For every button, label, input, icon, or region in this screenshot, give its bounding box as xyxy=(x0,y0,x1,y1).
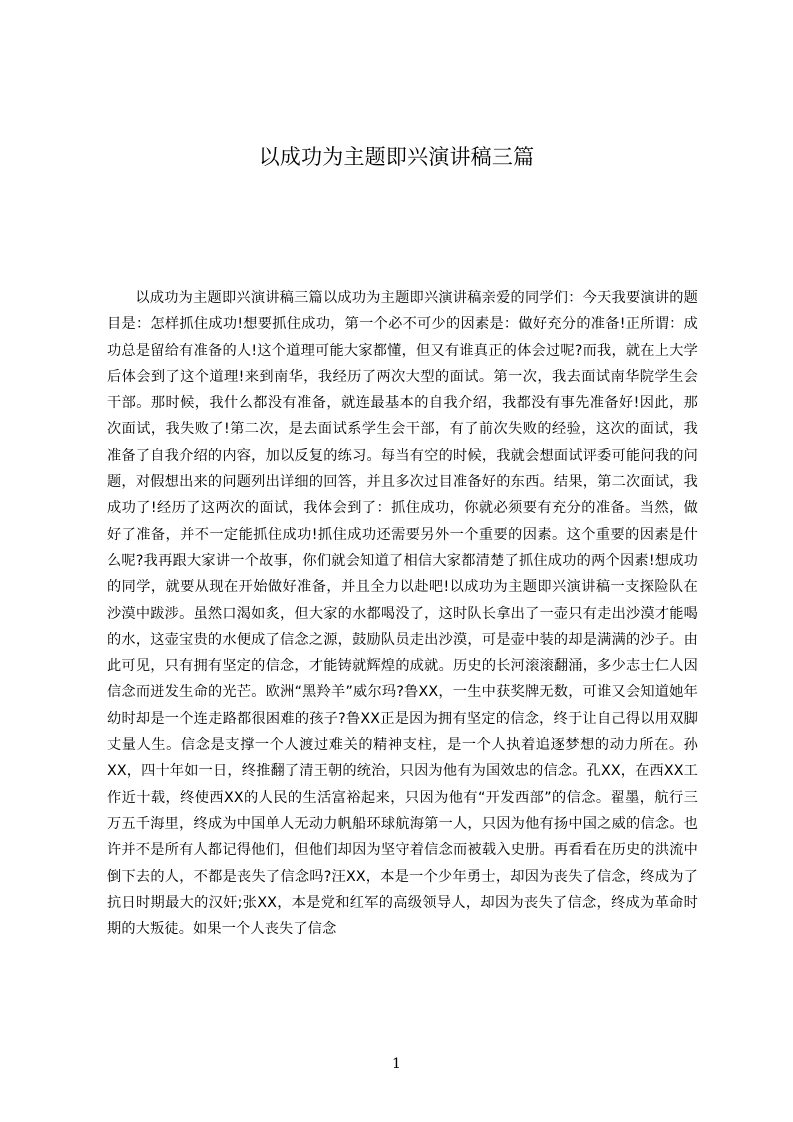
page-number: 1 xyxy=(392,1056,401,1072)
document-title: 以成功为主题即兴演讲稿三篇 xyxy=(258,145,535,169)
body-paragraph: 以成功为主题即兴演讲稿三篇以成功为主题即兴演讲稿亲爱的同学们：今天我要演讲的题目是：怎样抓住成功!想要抓住成功，第一个必不可少的因素是：做好充分的准备!正所谓：成功总是留给有准备的人!这个道理可能大家都懂，但又有谁真正的体会过呢?而我，就在上大学后体会到了这个道理!来到南华，我经历了两次大型的面试。第一次，我去面试南华院学生会干部。那时候，我什么都没有准备，就连最基本的自我介绍，我都没有事先准备好!因此，那次面试，我失败了!第二次，是去面试系学生会干部，有了前次失败的经验，这次的面试，我准备了自我介绍的内容，加以反复的练习。每当有空的时候，我就会想面试评委可能问我的问题，对假想出来的问题列出详细的回答，并且多次过目准备好的东西。结果，第二次面试，我成功了!经历了这两次的面试，我体会到了：抓住成功，你就必须要有充分的准备。当然，做好了准备，并不一定能抓住成功!抓住成功还需要另外一个重要的因素。这个重要的因素是什么呢?我再跟大家讲一个故事，你们就会知道了相信大家都清楚了抓住成功的两个因素!想成功的同学，就要从现在开始做好准备，并且全力以赴吧!以成功为主题即兴演讲稿一支探险队在沙漠中跋涉。虽然口渴如炙，但大家的水都喝没了，这时队长拿出了一壶只有走出沙漠才能喝的水，这壶宝贵的水便成了信念之源，鼓励队员走出沙漠，可是壶中装的却是满满的沙子。由此可见，只有拥有坚定的信念，才能铸就辉煌的成就。历史的长河滚滚翻涌，多少志士仁人因信念而迸发生命的光芒。欧洲“黑羚羊”威尔玛?鲁XX，一生中获奖牌无数，可谁又会知道她年幼时却是一个连走路都很困难的孩子?鲁XX正是因为拥有坚定的信念，终于让自己得以用双脚丈量人生。信念是支撑一个人渡过难关的精神支柱，是一个人执着追逐梦想的动力所在。孙XX，四十年如一日，终推翻了清王朝的统治，只因为他有为国效忠的信念。孔XX，在西XX工作近十载，终使西XX的人民的生活富裕起来，只因为他有“开发西部”的信念。翟墨，航行三万五千海里，终成为中国单人无动力帆船环球航海第一人，只因为他有扬中国之威的信念。也许并不是所有人都记得他们，但他们却因为坚守着信念而被载入史册。再看看在历史的洪流中倒下去的人，不都是丧失了信念吗?汪XX，本是一个少年勇士，却因为丧失了信念，终成为了抗日时期最大的汉奸;张XX，本是党和红军的高级领导人，却因为丧失了信念，终成为革命时期的大叛徒。如果一个人丧失了信念 xyxy=(107,290,698,938)
